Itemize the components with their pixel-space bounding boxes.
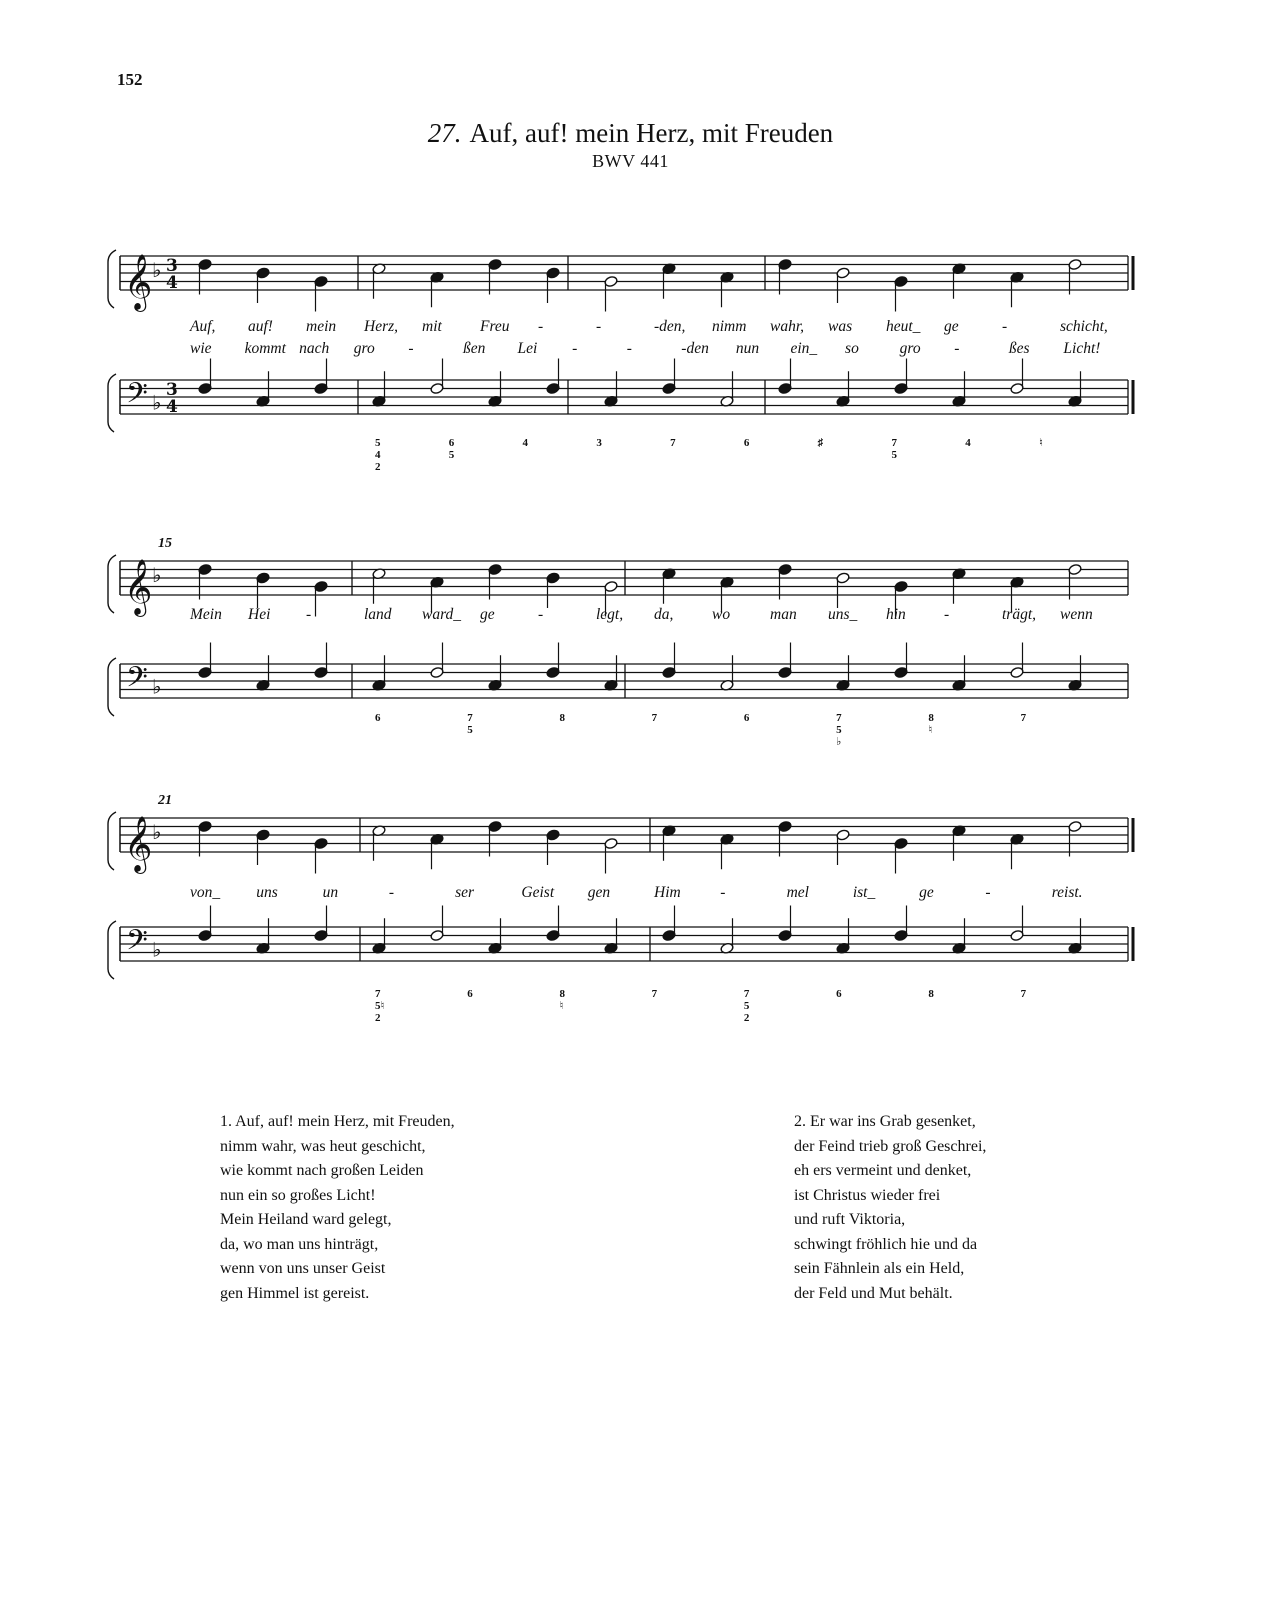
system-1-lyric: nimm — [712, 318, 747, 335]
stanza-2-line: sein Fähnlein als ein Held, — [794, 1260, 965, 1277]
system-2-figure: 6 — [375, 712, 381, 724]
system-3-treble-flat-icon: ♭ — [152, 820, 162, 844]
system-1-figure: 5 — [375, 437, 381, 449]
system-1-bass-flat-icon: ♭ — [152, 390, 162, 415]
system-2-treble-clef-icon: 𝄞 — [124, 559, 153, 615]
system-2-lyric: ge — [480, 606, 495, 623]
system-1-figure: ♮ — [1039, 437, 1043, 449]
system-1-lyric: -den, — [654, 318, 686, 335]
system-1-lyric: gro — [899, 340, 921, 357]
system-3-figure: ♮ — [559, 1000, 564, 1012]
system-2-figure: 5 — [836, 724, 842, 736]
system-3-figure: 2 — [743, 1012, 750, 1024]
system-3-lyric: ge — [919, 884, 934, 901]
system-1-bass-clef-icon: 𝄢 — [126, 377, 148, 417]
system-1-lyric: nach — [299, 340, 330, 357]
system-3-lyric: gen — [587, 884, 611, 901]
system-2-lyric: wenn — [1060, 606, 1093, 623]
system-3-lyric: - — [985, 884, 991, 901]
system-1-figure: 4 — [522, 437, 529, 449]
stanza-2-line: eh ers vermeint und denket, — [794, 1162, 972, 1179]
system-1-lyric: Licht! — [1063, 340, 1101, 357]
system-2-figure: 6 — [743, 712, 750, 724]
system-1-lyric: Auf, — [190, 318, 216, 335]
system-1-lyric: nun — [735, 340, 760, 357]
system-2-lyric: hin — [886, 606, 906, 623]
system-3-figure: 5 — [743, 1000, 750, 1012]
system-3-measure-number: 21 — [158, 793, 172, 808]
system-2-figure: 8 — [559, 712, 565, 724]
catalog-number: BWV 441 — [592, 151, 669, 171]
system-3-treble-clef-icon: 𝄞 — [124, 816, 153, 872]
system-2-lyric: wo — [712, 606, 731, 623]
stanza-2-line: der Feld und Mut behält. — [794, 1284, 953, 1302]
stanza-1-line: nimm wahr, was heut geschicht, — [220, 1137, 426, 1155]
system-2-treble-bracket — [108, 555, 116, 613]
system-2-figure: 7 — [836, 712, 842, 724]
system-2-figure: 7 — [1020, 712, 1027, 724]
system-3-figure: 8 — [928, 988, 934, 1000]
stanza-2-line: schwingt fröhlich hie und da — [794, 1235, 978, 1253]
system-2-lyric: - — [306, 606, 312, 623]
stanza-1-line: nun ein so großes Licht! — [220, 1186, 376, 1204]
system-1-lyric: gro — [353, 340, 375, 357]
system-3-lyric: - — [388, 884, 395, 901]
system-3-treble-bracket — [108, 812, 116, 870]
system-2-lyric: Hei — [248, 606, 271, 623]
system-1-lyric: Lei — [517, 340, 538, 357]
system-3-lyric: reist. — [1051, 884, 1083, 901]
system-1-lyric: auf! — [248, 318, 273, 335]
stanza-2-line: und ruft Viktoria, — [794, 1211, 906, 1228]
piece-title-text: Auf, auf! mein Herz, mit Freuden — [469, 118, 834, 148]
system-3-figure: 6 — [836, 988, 842, 1000]
system-1-lyric: - — [626, 340, 632, 357]
system-2-lyric: Mein — [190, 606, 222, 623]
system-1-lyric: heut_ — [886, 318, 921, 335]
system-1-lyric: mit — [422, 318, 442, 335]
system-3-bass-clef-icon: 𝄢 — [126, 924, 148, 964]
system-3-lyric: ist_ — [852, 884, 876, 901]
system-1-lyric: wie — [190, 340, 212, 357]
system-1-treble-flat-icon: ♭ — [152, 258, 162, 282]
system-3-figure: 8 — [559, 988, 565, 1000]
stanza-1-line: wie kommt nach großen Leiden — [220, 1162, 424, 1179]
system-3-figure: 7 — [651, 988, 658, 1000]
system-1-lyric: so — [845, 340, 859, 357]
system-2-bass-bracket — [108, 658, 116, 716]
stanza-1-line: da, wo man uns hinträgt, — [220, 1235, 379, 1253]
system-1-treble-bracket — [108, 250, 116, 308]
system-1-figure: 4 — [965, 437, 971, 449]
system-1-lyric: ein_ — [790, 340, 818, 357]
system-1-figure: 6 — [448, 437, 455, 449]
piece-number: 27. — [427, 118, 462, 148]
system-3-figure: 5♮ — [375, 1000, 385, 1012]
system-3-lyric: - — [720, 884, 726, 901]
page-number: 152 — [117, 70, 143, 89]
system-2-figure: 8 — [928, 712, 934, 724]
stanza-1-line: 1. Auf, auf! mein Herz, mit Freuden, — [220, 1113, 455, 1130]
system-1-lyric: wahr, — [770, 318, 805, 335]
system-2-lyric: da, — [654, 606, 674, 623]
system-2-treble-flat-icon: ♭ — [152, 563, 162, 587]
stanza-1-line: Mein Heiland ward gelegt, — [220, 1211, 392, 1228]
system-2-figure: 7 — [467, 712, 473, 724]
system-1-lyric: schicht, — [1060, 318, 1108, 335]
system-1-figure: ♯ — [817, 437, 824, 449]
system-1-figure: 2 — [375, 461, 381, 473]
system-1-lyric: -den — [681, 340, 709, 357]
system-1-lyric: - — [538, 318, 544, 335]
stanza-2 — [794, 1110, 986, 1306]
system-2-figure: ♭ — [836, 736, 842, 748]
system-1-figure: 6 — [743, 437, 750, 449]
system-1-figure: 3 — [596, 437, 602, 449]
system-3-lyric: mel — [786, 884, 809, 901]
system-3-figure: 2 — [375, 1012, 381, 1024]
stanza-2-line: ist Christus wieder frei — [794, 1186, 941, 1204]
system-1-treble-time-top: 3 — [166, 256, 178, 276]
system-2-lyric: - — [944, 606, 950, 623]
system-1-figure: 7 — [670, 437, 676, 449]
system-1-figure: 4 — [375, 449, 381, 461]
system-1-lyric: mein — [306, 318, 337, 335]
system-2-figure: 7 — [651, 712, 658, 724]
system-3-lyric: un — [322, 884, 339, 901]
system-3-lyric: Him — [654, 884, 681, 901]
system-3-bass-flat-icon: ♭ — [152, 937, 162, 962]
system-2-lyric: legt, — [596, 606, 624, 623]
stanza-2-line: der Feind trieb groß Geschrei, — [794, 1137, 987, 1155]
system-1-bass-bracket — [108, 374, 116, 432]
stanza-1-line: gen Himmel ist gereist. — [220, 1284, 370, 1302]
system-2-lyric: uns_ — [828, 606, 858, 623]
system-1-bass-time-bottom: 4 — [166, 397, 178, 417]
system-1-bass-time-top: 3 — [166, 380, 178, 400]
system-2-figure: 5 — [467, 724, 473, 736]
system-2-lyric: man — [770, 606, 797, 623]
system-2-measure-number: 15 — [158, 536, 172, 551]
system-2-lyric: ward_ — [422, 606, 462, 623]
system-3-lyric: Geist — [521, 884, 555, 901]
system-3-figure: 7 — [1020, 988, 1027, 1000]
system-1-lyric: - — [1002, 318, 1008, 335]
system-3-bass-bracket — [108, 921, 116, 979]
stanza-1 — [220, 1110, 455, 1306]
system-1-lyric: Herz, — [364, 318, 399, 335]
system-2-bass-clef-icon: 𝄢 — [126, 661, 148, 701]
system-1-lyric: - — [408, 340, 414, 357]
system-1-treble-clef-icon: 𝄞 — [124, 254, 153, 310]
system-1-lyric: kommt — [244, 340, 286, 357]
system-1-treble-time-bottom: 4 — [166, 273, 178, 293]
system-1-figure: 7 — [891, 437, 897, 449]
system-3-figure: 7 — [375, 988, 381, 1000]
system-2-bass-flat-icon: ♭ — [152, 674, 162, 699]
system-1-lyric: Freu — [480, 318, 510, 335]
stanza-1-line: wenn von uns unser Geist — [220, 1260, 386, 1277]
system-3-lyric: von_ — [190, 884, 221, 901]
system-1-lyric: was — [828, 318, 853, 335]
system-2-figure: ♮ — [928, 724, 933, 736]
system-1-lyric: - — [572, 340, 578, 357]
system-3-lyric: uns — [256, 884, 278, 901]
stanza-2-line: 2. Er war ins Grab gesenket, — [794, 1113, 976, 1130]
system-1-lyric: ßen — [462, 340, 486, 357]
system-3-lyric: ser — [455, 884, 475, 901]
system-2-lyric: land — [364, 606, 392, 623]
system-1-figure: 5 — [448, 449, 455, 461]
system-1-lyric: ge — [944, 318, 959, 335]
system-1-figure: 5 — [891, 449, 897, 461]
system-1-lyric: - — [954, 340, 960, 357]
system-2-lyric: - — [538, 606, 544, 623]
system-3-figure: 7 — [743, 988, 750, 1000]
system-1-lyric: - — [596, 318, 602, 335]
system-3-figure: 6 — [467, 988, 473, 1000]
system-1-lyric: ßes — [1008, 340, 1030, 357]
system-2-lyric: trägt, — [1002, 606, 1037, 623]
